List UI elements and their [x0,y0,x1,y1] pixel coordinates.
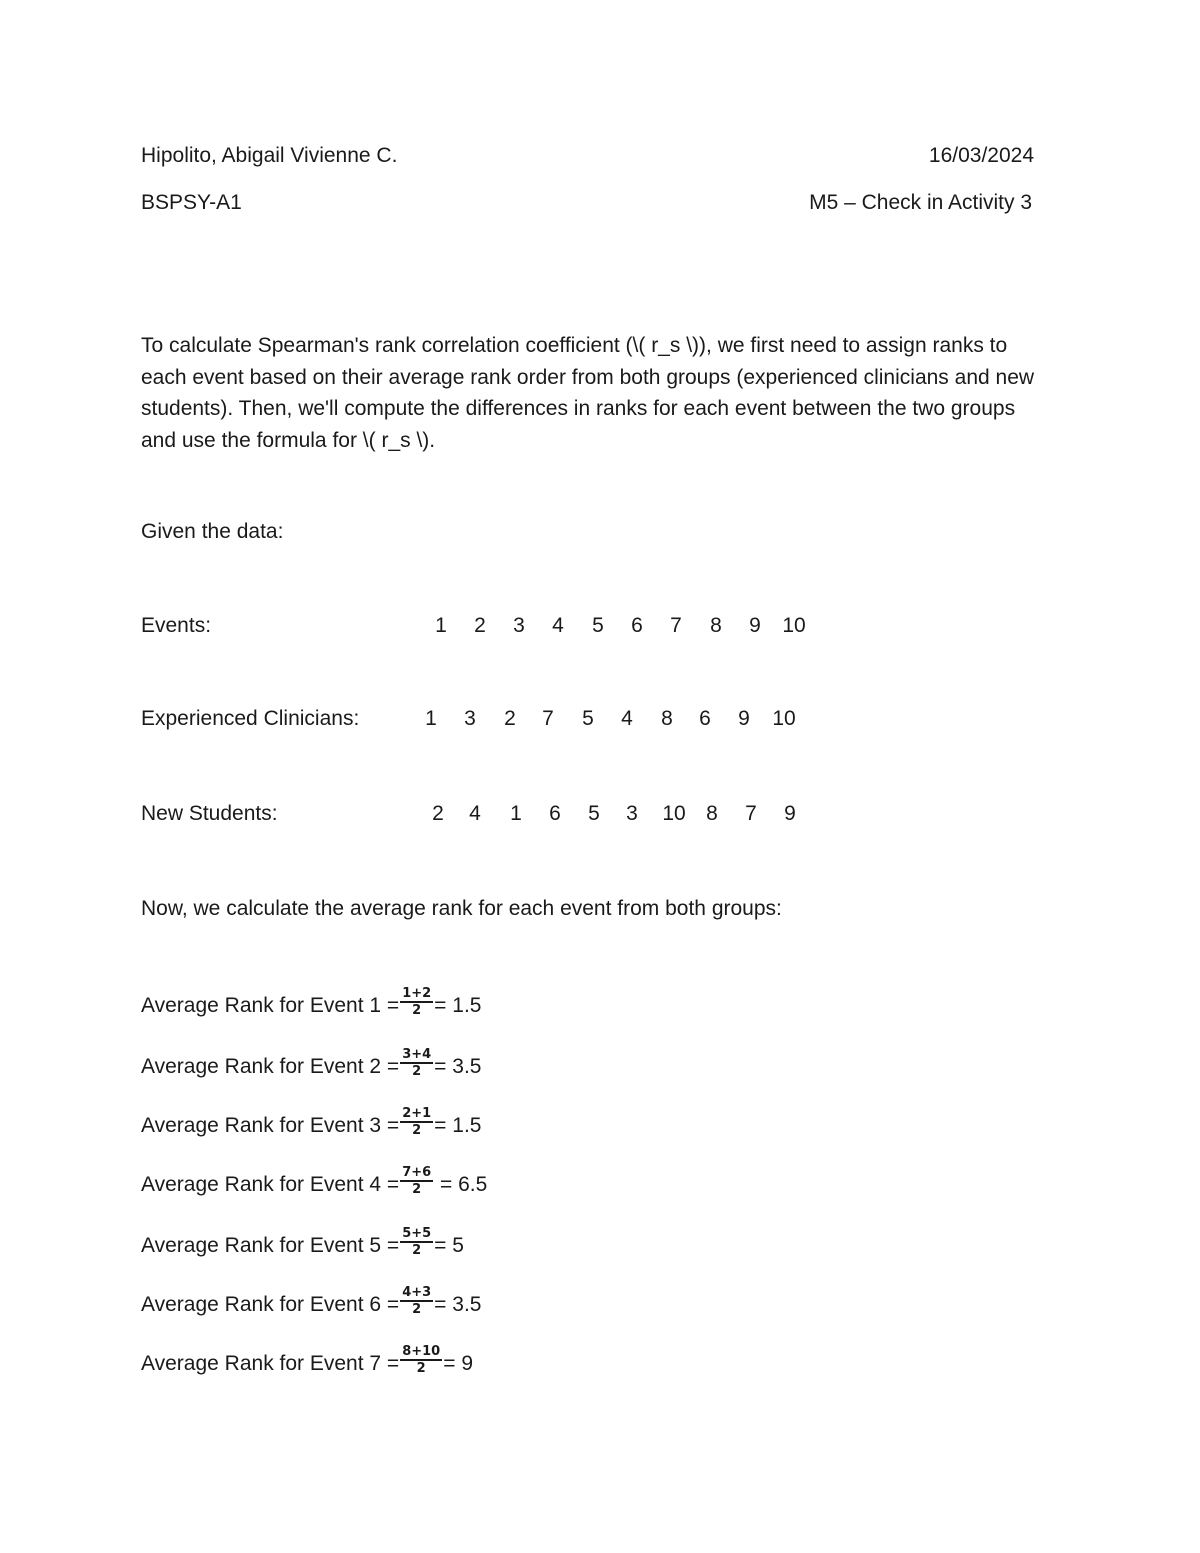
average-rank-line [141,1226,464,1261]
average-label: Average Rank for Event 3 = [141,1113,400,1137]
fraction [400,1286,433,1317]
fraction [400,1107,433,1138]
fraction-numerator: 5+5 [402,1226,432,1241]
event-value: 5 [592,614,604,637]
clinician-rank: 3 [464,707,476,730]
student-rank: 8 [706,802,718,825]
fraction-denominator: 2 [412,1182,422,1197]
average-result: = 5 [434,1233,464,1257]
fraction [400,1048,433,1079]
fraction-numerator: 2+1 [402,1106,432,1121]
fraction [400,1345,442,1376]
event-value: 3 [513,614,525,637]
student-rank: 10 [662,802,686,825]
average-rank-line [141,1165,488,1200]
fraction-numerator: 3+4 [402,1047,432,1062]
student-rank: 7 [745,802,757,825]
average-result: = 3.5 [434,1054,482,1078]
event-value: 7 [670,614,682,637]
student-rank: 4 [469,802,481,825]
event-value: 8 [710,614,722,637]
clinician-rank: 10 [772,707,796,730]
events-label: Events: [141,614,212,637]
average-rank-line [141,1047,482,1082]
average-label: Average Rank for Event 7 = [141,1351,400,1375]
average-label: Average Rank for Event 1 = [141,993,400,1017]
clinician-rank: 1 [425,707,437,730]
average-result: = 3.5 [434,1292,482,1316]
fraction-denominator: 2 [412,1003,422,1018]
average-rank-line [141,986,482,1021]
fraction-numerator: 7+6 [402,1165,432,1180]
activity-title: M5 – Check in Activity 3 [809,191,1032,214]
fraction-denominator: 2 [412,1123,422,1138]
student-name: Hipolito, Abigail Vivienne C. [141,144,398,167]
clinician-rank: 5 [582,707,594,730]
student-rank: 3 [626,802,638,825]
event-value: 2 [474,614,486,637]
date: 16/03/2024 [928,144,1034,167]
student-rank: 2 [432,802,444,825]
event-value: 4 [552,614,564,637]
student-rank: 1 [510,802,522,825]
given-label: Given the data: [141,520,284,543]
clinician-rank: 2 [504,707,516,730]
average-result: = 9 [443,1351,473,1375]
clinicians-label: Experienced Clinicians: [141,707,360,730]
fraction-numerator: 8+10 [402,1344,441,1359]
average-result: = 1.5 [434,993,482,1017]
fraction-denominator: 2 [416,1361,426,1376]
fraction-denominator: 2 [412,1243,422,1258]
fraction-denominator: 2 [412,1302,422,1317]
average-label: Average Rank for Event 5 = [141,1233,400,1257]
event-value: 6 [631,614,643,637]
average-rank-line [141,1285,482,1320]
student-rank: 6 [549,802,561,825]
clinician-rank: 6 [699,707,711,730]
average-rank-line [141,1106,482,1141]
average-label: Average Rank for Event 4 = [141,1172,400,1196]
average-result: = 6.5 [434,1172,488,1196]
students-label: New Students: [141,802,278,825]
average-label: Average Rank for Event 6 = [141,1292,400,1316]
average-rank-line [141,1344,473,1379]
fraction [400,1166,433,1197]
student-rank: 5 [588,802,600,825]
fraction [400,1227,433,1258]
fraction-numerator: 1+2 [402,986,432,1001]
intro-paragraph: To calculate Spearman's rank correlation coefficient (\( r_s \)), we first need to assign ranks to each event based on their average rank order from both groups (experienced clinicians and new students). Then, we'll compute the differences in ranks for each event between the two groups and use the formula for \( r_s \). [141,334,1035,452]
student-rank: 9 [784,802,796,825]
clinician-rank: 7 [542,707,554,730]
now-text: Now, we calculate the average rank for each event from both groups: [141,897,782,920]
fraction-numerator: 4+3 [402,1285,432,1300]
clinician-rank: 4 [621,707,633,730]
clinician-rank: 9 [738,707,750,730]
clinician-rank: 8 [661,707,673,730]
average-result: = 1.5 [434,1113,482,1137]
event-value: 9 [749,614,761,637]
section: BSPSY-A1 [141,191,242,214]
event-value: 10 [782,614,806,637]
event-value: 1 [435,614,447,637]
fraction [400,987,433,1018]
average-label: Average Rank for Event 2 = [141,1054,400,1078]
fraction-denominator: 2 [412,1064,422,1079]
